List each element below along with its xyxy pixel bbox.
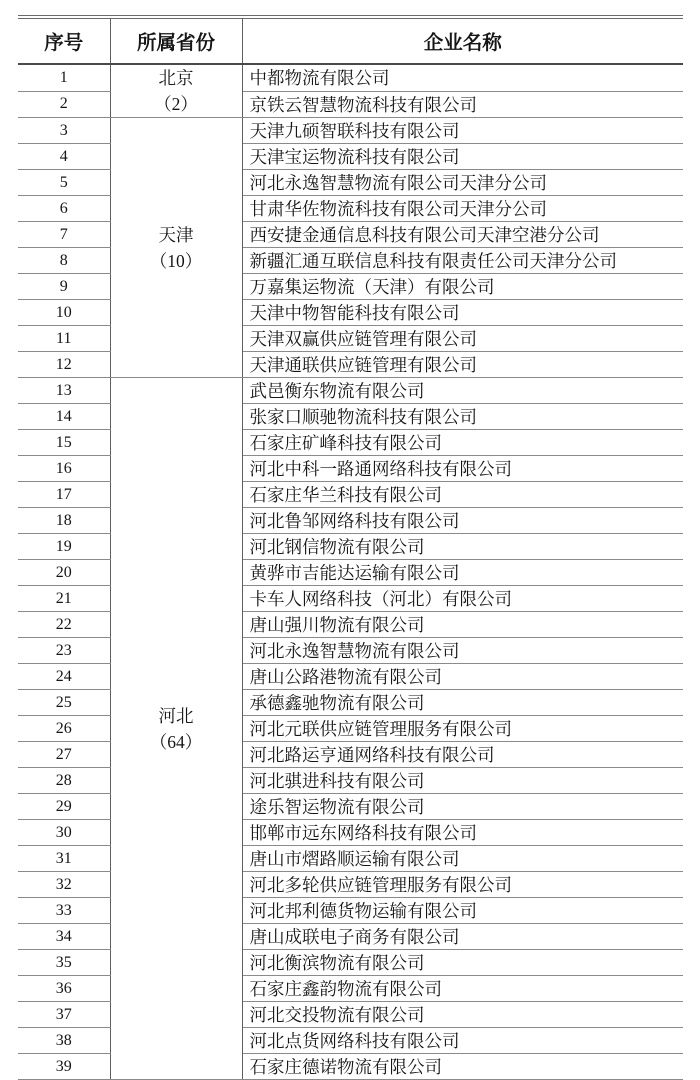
row-number-cell: 39 (18, 1054, 110, 1080)
row-number-cell: 5 (18, 170, 110, 196)
company-cell: 唐山公路港物流有限公司 (242, 664, 683, 690)
row-number-cell: 26 (18, 716, 110, 742)
company-cell: 唐山市熠路顺运输有限公司 (242, 846, 683, 872)
row-number-cell: 19 (18, 534, 110, 560)
company-cell: 天津宝运物流科技有限公司 (242, 144, 683, 170)
row-number-cell: 6 (18, 196, 110, 222)
row-number-cell: 21 (18, 586, 110, 612)
row-number-cell: 1 (18, 64, 110, 91)
row-number-cell: 27 (18, 742, 110, 768)
province-cell (110, 378, 242, 1080)
row-number-cell: 36 (18, 976, 110, 1002)
company-cell: 河北中科一路通网络科技有限公司 (242, 456, 683, 482)
province-count: （10） (149, 250, 203, 271)
company-cell: 中都物流有限公司 (242, 64, 683, 91)
company-cell: 河北骐进科技有限公司 (242, 768, 683, 794)
company-cell: 河北永逸智慧物流有限公司天津分公司 (242, 170, 683, 196)
company-cell: 天津双赢供应链管理有限公司 (242, 326, 683, 352)
company-cell: 河北鲁邹网络科技有限公司 (242, 508, 683, 534)
row-number-cell: 11 (18, 326, 110, 352)
row-number-cell: 29 (18, 794, 110, 820)
company-cell: 河北衡滨物流有限公司 (242, 950, 683, 976)
row-number-cell: 31 (18, 846, 110, 872)
row-number-cell: 34 (18, 924, 110, 950)
row-number-cell: 30 (18, 820, 110, 846)
company-table (18, 19, 683, 1080)
table-row (18, 378, 683, 404)
company-cell: 河北多轮供应链管理服务有限公司 (242, 872, 683, 898)
company-cell: 河北永逸智慧物流有限公司 (242, 638, 683, 664)
row-number-cell: 3 (18, 118, 110, 144)
province-cell (110, 64, 242, 118)
row-number-cell: 28 (18, 768, 110, 794)
company-cell: 天津九硕智联科技有限公司 (242, 118, 683, 144)
company-table-container (18, 15, 683, 1080)
header-row (18, 19, 683, 64)
company-cell: 甘肃华佐物流科技有限公司天津分公司 (242, 196, 683, 222)
row-number-cell: 12 (18, 352, 110, 378)
company-cell: 武邑衡东物流有限公司 (242, 378, 683, 404)
row-number-cell: 13 (18, 378, 110, 404)
company-cell: 卡车人网络科技（河北）有限公司 (242, 586, 683, 612)
row-number-cell: 4 (18, 144, 110, 170)
company-cell: 邯郸市远东网络科技有限公司 (242, 820, 683, 846)
header-cell-province: 所属省份 (110, 19, 242, 64)
province-count: （64） (149, 731, 203, 752)
company-cell: 承德鑫驰物流有限公司 (242, 690, 683, 716)
company-cell: 河北钢信物流有限公司 (242, 534, 683, 560)
row-number-cell: 33 (18, 898, 110, 924)
row-number-cell: 35 (18, 950, 110, 976)
company-cell: 石家庄德诺物流有限公司 (242, 1054, 683, 1080)
province-cell (110, 118, 242, 378)
company-cell: 唐山强川物流有限公司 (242, 612, 683, 638)
company-cell: 西安捷金通信息科技有限公司天津空港分公司 (242, 222, 683, 248)
province-name: 天津 (158, 224, 194, 245)
header-cell-company: 企业名称 (242, 19, 683, 64)
company-cell: 石家庄华兰科技有限公司 (242, 482, 683, 508)
province-name: 河北 (158, 705, 194, 726)
company-cell: 河北交投物流有限公司 (242, 1002, 683, 1028)
header-cell-no: 序号 (18, 19, 110, 64)
row-number-cell: 32 (18, 872, 110, 898)
company-cell: 石家庄鑫韵物流有限公司 (242, 976, 683, 1002)
row-number-cell: 7 (18, 222, 110, 248)
province-name: 北京 (158, 68, 194, 88)
table-row (18, 64, 683, 91)
row-number-cell: 2 (18, 91, 110, 118)
table-body (18, 64, 683, 1080)
row-number-cell: 15 (18, 430, 110, 456)
row-number-cell: 25 (18, 690, 110, 716)
company-cell: 新疆汇通互联信息科技有限责任公司天津分公司 (242, 248, 683, 274)
row-number-cell: 18 (18, 508, 110, 534)
row-number-cell: 16 (18, 456, 110, 482)
company-cell: 京铁云智慧物流科技有限公司 (242, 91, 683, 118)
company-cell: 河北邦利德货物运输有限公司 (242, 898, 683, 924)
company-cell: 天津通联供应链管理有限公司 (242, 352, 683, 378)
company-cell: 张家口顺驰物流科技有限公司 (242, 404, 683, 430)
company-cell: 河北元联供应链管理服务有限公司 (242, 716, 683, 742)
row-number-cell: 38 (18, 1028, 110, 1054)
row-number-cell: 24 (18, 664, 110, 690)
table-row (18, 118, 683, 144)
company-cell: 河北路运亨通网络科技有限公司 (242, 742, 683, 768)
company-cell: 黄骅市吉能达运输有限公司 (242, 560, 683, 586)
row-number-cell: 23 (18, 638, 110, 664)
row-number-cell: 22 (18, 612, 110, 638)
company-cell: 唐山成联电子商务有限公司 (242, 924, 683, 950)
row-number-cell: 8 (18, 248, 110, 274)
company-cell: 万嘉集运物流（天津）有限公司 (242, 274, 683, 300)
row-number-cell: 14 (18, 404, 110, 430)
row-number-cell: 20 (18, 560, 110, 586)
company-cell: 途乐智运物流有限公司 (242, 794, 683, 820)
province-count: （2） (154, 94, 198, 114)
row-number-cell: 10 (18, 300, 110, 326)
row-number-cell: 17 (18, 482, 110, 508)
row-number-cell: 37 (18, 1002, 110, 1028)
company-cell: 河北点货网络科技有限公司 (242, 1028, 683, 1054)
company-cell: 天津中物智能科技有限公司 (242, 300, 683, 326)
company-cell: 石家庄矿峰科技有限公司 (242, 430, 683, 456)
row-number-cell: 9 (18, 274, 110, 300)
